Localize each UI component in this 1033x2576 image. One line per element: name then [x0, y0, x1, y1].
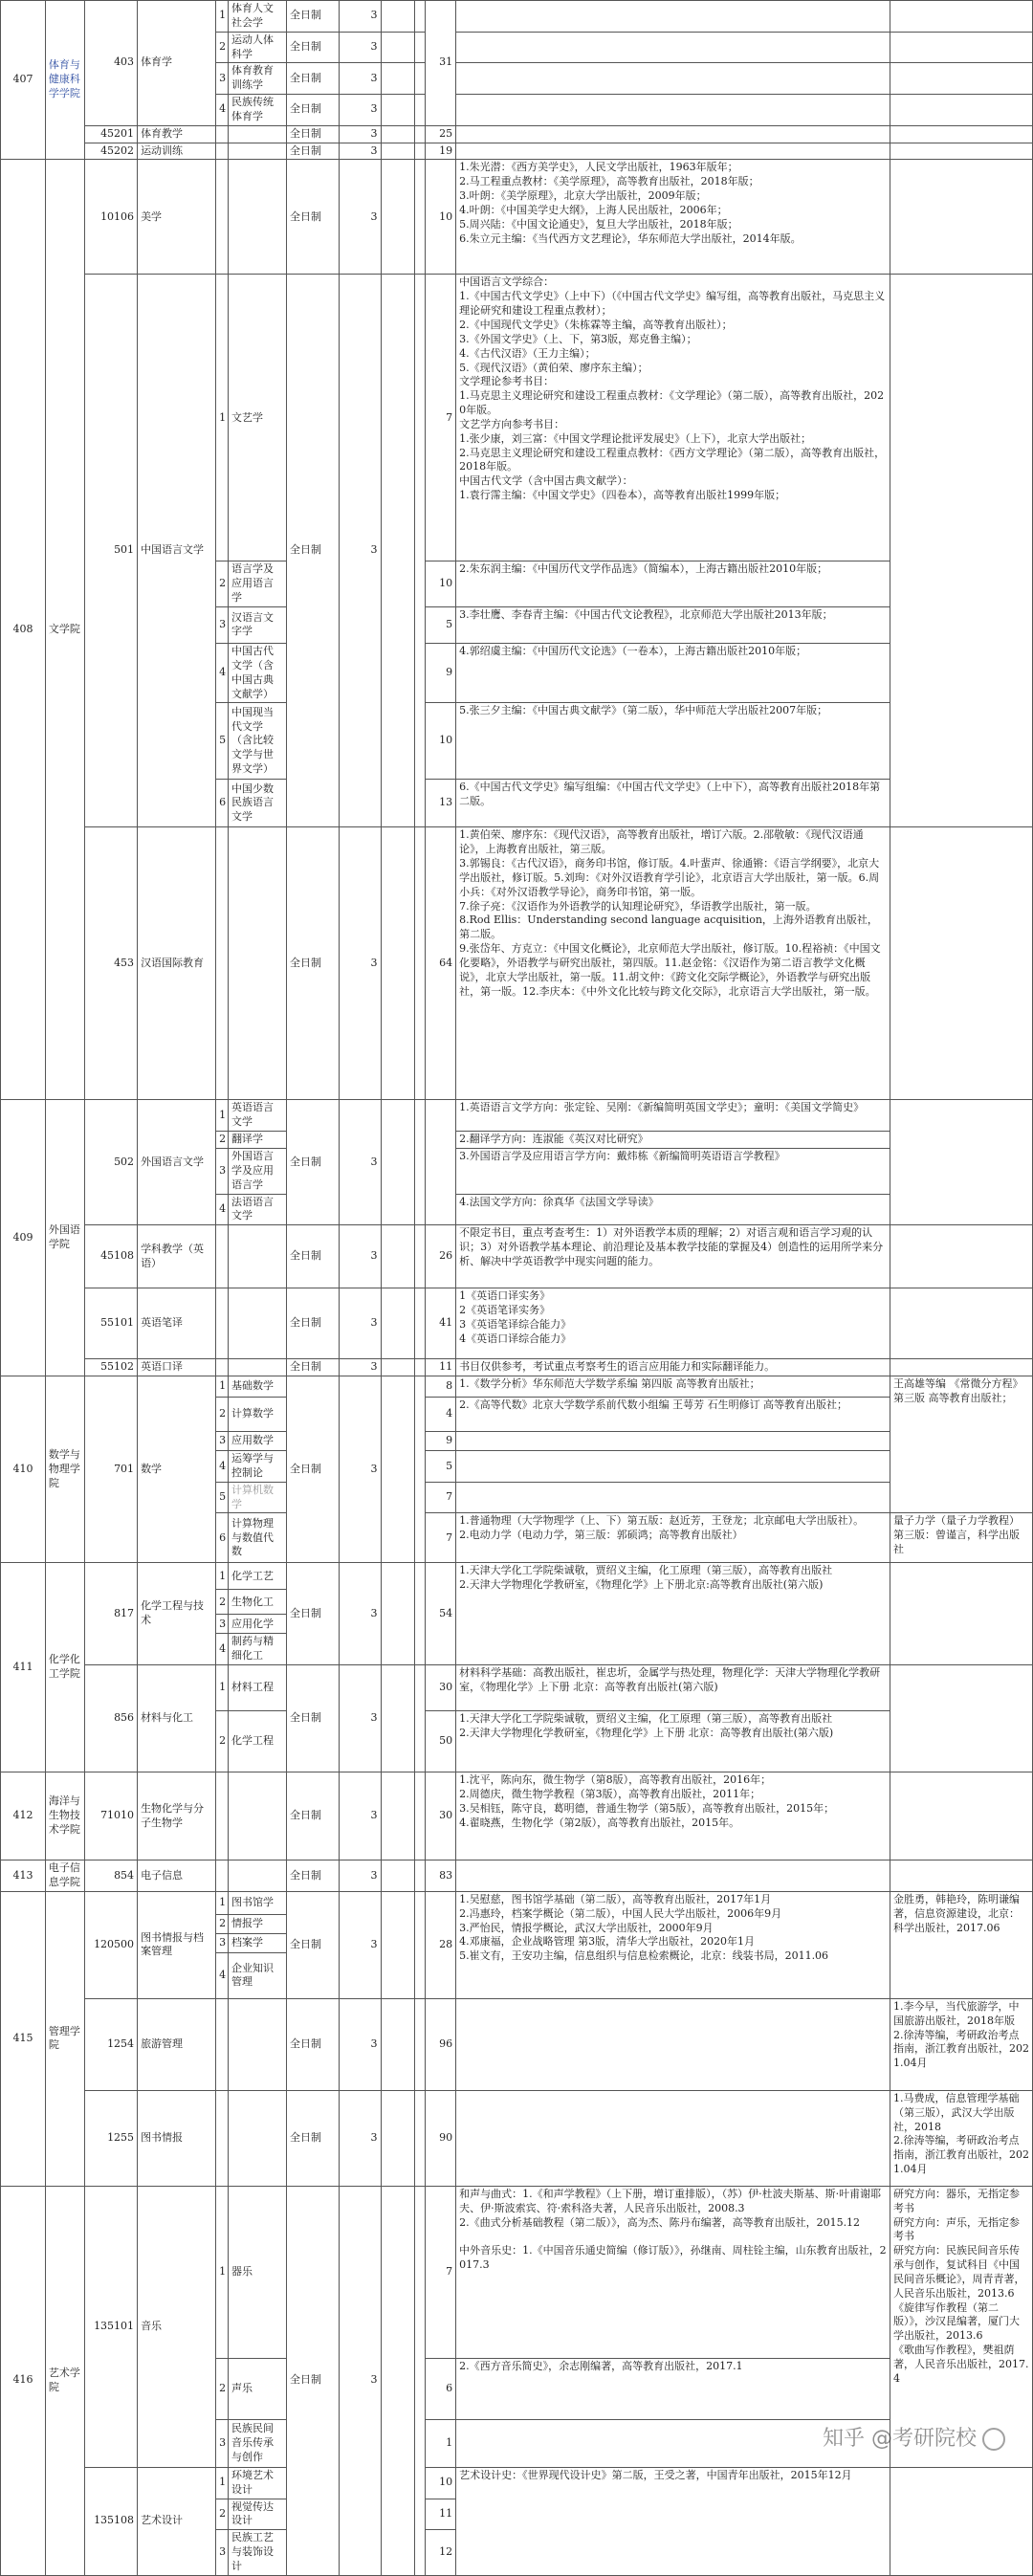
direction-name: 中国古代文学（含中国古典文献学） — [229, 643, 287, 702]
quota: 5 — [426, 1451, 456, 1483]
study-mode: 全日制 — [287, 2090, 340, 2186]
college-code: 409 — [1, 1100, 46, 1376]
reference-books: 1.沈平，陈向东，微生物学（第8版），高等教育出版社，2016年； 2.周德庆，微生物学教程（第3版），高等教育出版社，2011年； 3.吴相钰，陈守良，葛明德，普通生物学（第5版），高等教育出版社，2015年； 4.翟晓燕，生物化学（第2版），高等教育出版社，2015年。 — [456, 1772, 890, 1860]
quota: 5 — [426, 606, 456, 643]
major-code: 71010 — [84, 1772, 137, 1860]
study-mode: 全日制 — [287, 1225, 340, 1288]
major-name: 艺术设计 — [138, 2467, 216, 2575]
major-code: 135101 — [84, 2186, 137, 2467]
quota: 11 — [426, 1359, 456, 1376]
study-years: 3 — [340, 1288, 381, 1359]
major-name: 体育教学 — [138, 125, 216, 143]
reference-books: 4.郭绍虞主编：《中国历代文论选》（一卷本），上海古籍出版社2010年版； — [456, 643, 890, 702]
major-name: 汉语国际教育 — [138, 827, 216, 1100]
quota: 13 — [426, 780, 456, 827]
study-years: 3 — [340, 275, 381, 827]
direction-no: 3 — [216, 1432, 229, 1451]
study-years: 3 — [340, 1891, 381, 1998]
reference-books: 2.翻译学方向：连淑能《英汉对比研究》 — [456, 1132, 890, 1149]
zhihu-logo-icon — [982, 2428, 1005, 2451]
direction-name: 中国少数民族语言文学 — [229, 780, 287, 827]
study-years: 3 — [340, 1998, 381, 2090]
direction-name: 汉语言文字学 — [229, 606, 287, 643]
direction-no: 1 — [216, 2467, 229, 2499]
direction-name: 语言学及应用语言学 — [229, 561, 287, 607]
reference-books: 2.《高等代数》北京大学数学系前代数小组编 王萼芳 石生明修订 高等教育出版社； — [456, 1398, 890, 1432]
reference-books: 1.普通物理（大学物理学（上、下）第五版：赵近芳，王登龙；北京邮电大学出版社）。 2.电动力学（电动力学，第三版：郭硕鸿；高等教育出版社） — [456, 1513, 890, 1563]
quota: 41 — [426, 1288, 456, 1359]
major-name: 运动训练 — [138, 143, 216, 160]
direction-name: 计算物理与数值代数 — [229, 1513, 287, 1563]
quota: 9 — [426, 643, 456, 702]
college-code: 415 — [1, 1891, 46, 2186]
quota: 12 — [426, 2530, 456, 2576]
reference-books: 艺术设计史：《世界现代设计史》第二版，王受之著，中国青年出版社，2015年12月 — [456, 2467, 890, 2575]
direction-no: 3 — [216, 1933, 229, 1952]
direction-no: 1 — [216, 1376, 229, 1398]
direction-name: 环境艺术设计 — [229, 2467, 287, 2499]
quota: 90 — [426, 2090, 456, 2186]
study-years: 3 — [340, 1, 381, 33]
reference-books: 3.李壮鹰、李春青主编：《中国古代文论教程》，北京师范大学出版社2013年版； — [456, 606, 890, 643]
direction-no: 4 — [216, 1194, 229, 1225]
study-mode: 全日制 — [287, 1100, 340, 1225]
direction-no: 2 — [216, 1132, 229, 1149]
college-name: 管理学院 — [45, 1891, 84, 2186]
direction-name: 运筹学与控制论 — [229, 1451, 287, 1483]
direction-name: 企业知识管理 — [229, 1952, 287, 1998]
college-code: 412 — [1, 1772, 46, 1860]
reference-books — [456, 1, 890, 33]
direction-no: 1 — [216, 1665, 229, 1711]
direction-no: 2 — [216, 1398, 229, 1432]
study-years: 3 — [340, 1376, 381, 1563]
direction-no: 2 — [216, 1914, 229, 1933]
reference-books: 2.《西方音乐简史》，余志刚编著，高等教育出版社，2017.1 — [456, 2358, 890, 2419]
major-name: 外国语言文学 — [138, 1100, 216, 1225]
reference-books: 6.《中国古代文学史》编写组编：《中国古代文学史》（上中下），高等教育出版社2018年第二版。 — [456, 780, 890, 827]
study-mode: 全日制 — [287, 143, 340, 160]
quota: 31 — [426, 1, 456, 126]
major-code: 502 — [84, 1100, 137, 1225]
major-code: 10106 — [84, 160, 137, 275]
direction-name: 应用化学 — [229, 1615, 287, 1634]
direction-no: 2 — [216, 32, 229, 63]
direction-name: 情报学 — [229, 1914, 287, 1933]
direction-name: 翻译学 — [229, 1132, 287, 1149]
study-years: 3 — [340, 1359, 381, 1376]
quota: 83 — [426, 1860, 456, 1892]
extra-books: 研究方向：器乐，无指定参考书 研究方向：声乐，无指定参考书 研究方向：民族民间音乐传承与创作，复试科目《中国民间音乐概论》，周青青著，人民音乐出版社，2013.6 《旋律写作教程（第二版）》，沙汉昆编著，厦门大学出版社，2013.6 《歌曲写作教程》，樊祖荫著，人民音乐出版社，2017.4 — [890, 2186, 1032, 2467]
extra-books: 金胜勇，韩艳玲，陈明谦编著，信息资源建设，北京：科学出版社，2017.06 — [890, 1891, 1032, 1998]
direction-no: 5 — [216, 703, 229, 780]
direction-no: 2 — [216, 561, 229, 607]
direction-no: 4 — [216, 1952, 229, 1998]
college-name: 文学院 — [45, 160, 84, 1100]
college-code: 413 — [1, 1860, 46, 1892]
direction-name: 运动人体科学 — [229, 32, 287, 63]
study-years: 3 — [340, 2090, 381, 2186]
direction-no: 1 — [216, 1100, 229, 1132]
direction-no: 6 — [216, 1513, 229, 1563]
study-mode: 全日制 — [287, 827, 340, 1100]
watermark-text: 知乎 @考研院校 — [823, 2427, 977, 2451]
direction-no: 4 — [216, 1634, 229, 1665]
major-name: 体育学 — [138, 1, 216, 126]
college-name: 海洋与生物技术学院 — [45, 1772, 84, 1860]
reference-books: 1.英语语言文学方向：张定铨、吴刚：《新编简明英国文学史》；童明：《美国文学简史》 — [456, 1100, 890, 1132]
direction-name: 计算机数学 — [229, 1482, 287, 1513]
direction-name: 制药与精细化工 — [229, 1634, 287, 1665]
direction-no: 3 — [216, 606, 229, 643]
study-years: 3 — [340, 827, 381, 1100]
direction-no: 1 — [216, 2186, 229, 2358]
college-name: 外国语学院 — [45, 1100, 84, 1376]
quota: 6 — [426, 2358, 456, 2419]
quota: 7 — [426, 275, 456, 561]
major-code: 55101 — [84, 1288, 137, 1359]
direction-name: 基础数学 — [229, 1376, 287, 1398]
college-name: 电子信息学院 — [45, 1860, 84, 1892]
major-code: 856 — [84, 1665, 137, 1772]
college-name: 艺术学院 — [45, 2186, 84, 2575]
college-code: 416 — [1, 2186, 46, 2575]
quota: 7 — [426, 2186, 456, 2358]
study-mode: 全日制 — [287, 1891, 340, 1998]
direction-no: 1 — [216, 275, 229, 561]
study-years: 3 — [340, 1665, 381, 1772]
extra-books — [890, 1, 1032, 33]
college-name: 化学化工学院 — [45, 1563, 84, 1772]
direction-name: 法语语言文学 — [229, 1194, 287, 1225]
major-code: 403 — [84, 1, 137, 126]
study-mode: 全日制 — [287, 1359, 340, 1376]
quota: 11 — [426, 2499, 456, 2530]
study-mode: 全日制 — [287, 63, 340, 95]
study-mode: 全日制 — [287, 275, 340, 827]
quota: 7 — [426, 1513, 456, 1563]
reference-books: 1.天津大学化工学院柴诚敬，贾绍义主编，化工原理（第三版），高等教育出版社 2.天津大学物理化学教研室，《物理化学》上下册北京:高等教育出版社(第六版) — [456, 1563, 890, 1665]
quota: 26 — [426, 1225, 456, 1288]
major-name: 生物化学与分子生物学 — [138, 1772, 216, 1860]
direction-no: 2 — [216, 1711, 229, 1772]
study-mode: 全日制 — [287, 1376, 340, 1563]
major-code: 120500 — [84, 1891, 137, 1998]
direction-name: 应用数学 — [229, 1432, 287, 1451]
reference-books: 书目仅供参考，考试重点考察考生的语言应用能力和实际翻译能力。 — [456, 1359, 890, 1376]
study-years: 3 — [340, 95, 381, 126]
reference-books: 1.黄伯荣、廖序东：《现代汉语》，高等教育出版社，增订六版。2.邵敬敏：《现代汉语通论》，上海教育出版社，第三版。 3.郭锡良：《古代汉语》，商务印书馆，修订版。4.叶蜚声、徐通锵：《语言学纲要》，北京大学出版社，修订版。5.刘珣：《对外汉语教育学引论》，北京语言大学出版社，第一版。6.周小兵：《对外汉语教学导论》，商务印书馆，第一版。 7.徐子亮：《汉语作为外语教学的认知理论研究》，华语教学出版社，第一版。 8.Rod Ellis：Understanding second language acquisition，上海外语教育出版社，第二版。 9.张岱年、方克立：《中国文化概论》，北京师范大学出版社，修订版。10.程裕祯：《中国文化要略》，外语教学与研究出版社，第四版。11.赵金铭：《汉语作为第二语言教学文化概说》，北京大学出版社，第一版。11.胡文仲：《跨文化交际学概论》，外语教学与研究出版社，第一版。12.李庆本：《中外文化比较与跨文化交际》，北京语言大学出版社，第一版。 — [456, 827, 890, 1100]
major-name: 材料与化工 — [138, 1665, 216, 1772]
study-mode: 全日制 — [287, 1665, 340, 1772]
study-mode: 全日制 — [287, 125, 340, 143]
study-mode: 全日制 — [287, 1998, 340, 2090]
reference-books: 1.天津大学化工学院柴诚敬，贾绍义主编，化工原理（第三版），高等教育出版社 2.天津大学物理化学教研室，《物理化学》上下册 北京：高等教育出版社(第六版) — [456, 1711, 890, 1772]
major-name: 音乐 — [138, 2186, 216, 2467]
study-mode: 全日制 — [287, 1, 340, 33]
direction-no: 3 — [216, 2530, 229, 2576]
quota: 19 — [426, 143, 456, 160]
major-code: 854 — [84, 1860, 137, 1892]
extra-books: 1.马费成，信息管理学基础（第三版），武汉大学出版社，2018 2.徐涛等编，考研政治考点指南，浙江教育出版社，2021.04月 — [890, 2090, 1032, 2186]
major-name: 美学 — [138, 160, 216, 275]
quota: 10 — [426, 2467, 456, 2499]
reference-books: 1.朱光潜：《西方美学史》，人民文学出版社，1963年版年； 2.马工程重点教材：《美学原理》，高等教育出版社，2018年版； 3.叶朗：《美学原理》，北京大学出版社，2009年版； 4.叶朗：《中国美学史大纲》，上海人民出版社，2006年； 5.周兴陆：《中国文论通史》，复旦大学出版社，2018年版； 6.朱立元主编：《当代西方文艺理论》，华东师范大学出版社，2014年版。 — [456, 160, 890, 275]
study-years: 3 — [340, 160, 381, 275]
direction-name: 文艺学 — [229, 275, 287, 561]
study-years: 3 — [340, 1563, 381, 1665]
major-name: 英语笔译 — [138, 1288, 216, 1359]
direction-no: 6 — [216, 780, 229, 827]
reference-books: 1.吴慰慈，图书馆学基础（第二版），高等教育出版社，2017年1月 2.冯惠玲，档案学概论（第二版），中国人民大学出版社，2006年9月 3.严怡民，情报学概论，武汉大学出版社，2000年9月 4.邓康福，企业战略管理 第3版，清华大学出版社，2020年1月 5.崔文有，王安功主编，信息组织与信息检索概论，北京：线装书局，2011.06 — [456, 1891, 890, 1998]
major-code: 1255 — [84, 2090, 137, 2186]
direction-no: 1 — [216, 1563, 229, 1590]
college-code: 411 — [1, 1563, 46, 1772]
direction-name: 生物化工 — [229, 1590, 287, 1615]
major-code: 135108 — [84, 2467, 137, 2575]
reference-books: 和声与曲式：1.《和声学教程》（上下册，增订重排版），（苏）伊·杜波夫斯基、斯·叶甫谢耶夫、伊·斯波索宾、符·索科洛夫著，人民音乐出版社，2008.3 2.《曲式分析基础教程（第二版）》，高为杰、陈丹布编著，高等教育出版社，2015.12 中外音乐史：1.《中国音乐通史简编（修订版）》，孙继南、周柱铨主编，山东教育出版社，2017.3 — [456, 2186, 890, 2358]
direction-no: 1 — [216, 1, 229, 33]
quota: 10 — [426, 160, 456, 275]
direction-no: 1 — [216, 1891, 229, 1914]
reference-books: 材料科学基础：高教出版社，崔忠圻，金属学与热处理，物理化学：天津大学物理化学教研室，《物理化学》上下册 北京：高等教育出版社(第六版) — [456, 1665, 890, 1711]
direction-name: 化学工程 — [229, 1711, 287, 1772]
quota: 8 — [426, 1376, 456, 1398]
study-years: 3 — [340, 1772, 381, 1860]
college-name: 体育与健康科学学院 — [45, 1, 84, 160]
study-years: 3 — [340, 143, 381, 160]
quota: 50 — [426, 1711, 456, 1772]
reference-books: 4.法国文学方向：徐真华《法国文学导读》 — [456, 1194, 890, 1225]
study-mode: 全日制 — [287, 1772, 340, 1860]
study-mode: 全日制 — [287, 1860, 340, 1892]
major-code: 453 — [84, 827, 137, 1100]
major-code: 701 — [84, 1376, 137, 1563]
major-name: 中国语言文学 — [138, 275, 216, 827]
college-code: 410 — [1, 1376, 46, 1563]
major-name: 学科教学（英语） — [138, 1225, 216, 1288]
study-mode: 全日制 — [287, 32, 340, 63]
college-name: 数学与物理学院 — [45, 1376, 84, 1563]
major-code: 45108 — [84, 1225, 137, 1288]
study-years: 3 — [340, 32, 381, 63]
direction-no: 2 — [216, 1590, 229, 1615]
direction-no: 4 — [216, 95, 229, 126]
quota: 4 — [426, 1398, 456, 1432]
quota: 30 — [426, 1665, 456, 1711]
study-mode: 全日制 — [287, 1563, 340, 1665]
major-code: 45201 — [84, 125, 137, 143]
direction-name: 材料工程 — [229, 1665, 287, 1711]
direction-name: 档案学 — [229, 1933, 287, 1952]
direction-name: 图书馆学 — [229, 1891, 287, 1914]
major-name: 英语口译 — [138, 1359, 216, 1376]
major-code: 45202 — [84, 143, 137, 160]
direction-name: 英语语言文学 — [229, 1100, 287, 1132]
quota: 96 — [426, 1998, 456, 2090]
reference-books: 中国语言文学综合： 1.《中国古代文学史》（上中下）（《中国古代文学史》编写组，高等教育出版社，马克思主义理论研究和建设工程重点教材）； 2.《中国现代文学史》（朱栋霖等主编，高等教育出版社）； 3.《外国文学史》（上、下，第3版，郑克鲁主编）； 4.《古代汉语》（王力主编）； 5.《现代汉语》（黄伯荣、廖序东主编）； 文学理论参考书目： 1.马克思主义理论研究和建设工程重点教材：《文学理论》（第二版），高等教育出版社，2020年版。 文艺学方向参考书目： 1.张少康，刘三富：《中国文学理论批评发展史》（上下），北京大学出版社； 2.马克思主义理论研究和建设工程重点教材：《西方文学理论》（第二版），高等教育出版社，2018年版。 中国古代文学（含中国古典文献学）： 1.袁行霈主编：《中国文学史》（四卷本），高等教育出版社1999年版； — [456, 275, 890, 561]
extra-books: 王高雄等编 《常微分方程》第三版 高等教育出版社； — [890, 1376, 1032, 1513]
direction-name: 中国现当代文学（含比较文学与世界文学） — [229, 703, 287, 780]
direction-no: 2 — [216, 2358, 229, 2419]
direction-name: 体育教育训练学 — [229, 63, 287, 95]
direction-name: 民族传统体育学 — [229, 95, 287, 126]
quota: 28 — [426, 1891, 456, 1998]
study-mode: 全日制 — [287, 160, 340, 275]
major-name: 电子信息 — [138, 1860, 216, 1892]
study-mode: 全日制 — [287, 2186, 340, 2575]
direction-no: 4 — [216, 1451, 229, 1483]
watermark — [823, 2422, 1005, 2452]
direction-name: 计算数学 — [229, 1398, 287, 1432]
study-years: 3 — [340, 1100, 381, 1225]
major-code: 817 — [84, 1563, 137, 1665]
direction-no: 3 — [216, 1149, 229, 1195]
major-code: 55102 — [84, 1359, 137, 1376]
major-name: 数学 — [138, 1376, 216, 1563]
reference-books: 1.《数学分析》华东师范大学数学系编 第四版 高等教育出版社； — [456, 1376, 890, 1398]
study-years: 3 — [340, 1225, 381, 1288]
direction-name: 声乐 — [229, 2358, 287, 2419]
reference-books: 3.外国语言学及应用语言学方向：戴炜栋《新编简明英语语言学教程》 — [456, 1149, 890, 1195]
quota: 25 — [426, 125, 456, 143]
study-mode: 全日制 — [287, 1288, 340, 1359]
reference-books: 1《英语口译实务》 2《英语笔译实务》 3《英语笔译综合能力》 4《英语口译综合能力》 — [456, 1288, 890, 1359]
direction-no: 3 — [216, 63, 229, 95]
major-code: 1254 — [84, 1998, 137, 2090]
quota: 10 — [426, 703, 456, 780]
direction-name: 体育人文社会学 — [229, 1, 287, 33]
quota: 54 — [426, 1563, 456, 1665]
quota: 7 — [426, 1482, 456, 1513]
direction-no: 4 — [216, 643, 229, 702]
college-code: 408 — [1, 160, 46, 1100]
study-years: 3 — [340, 1860, 381, 1892]
direction-no: 3 — [216, 2419, 229, 2467]
study-mode: 全日制 — [287, 95, 340, 126]
reference-books: 5.张三夕主编：《中国古典文献学》（第二版），华中师范大学出版社2007年版； — [456, 703, 890, 780]
major-code: 501 — [84, 275, 137, 827]
direction-name: 民族民间音乐传承与创作 — [229, 2419, 287, 2467]
major-name: 旅游管理 — [138, 1998, 216, 2090]
major-name: 图书情报与档案管理 — [138, 1891, 216, 1998]
direction-no: 2 — [216, 2499, 229, 2530]
quota: 30 — [426, 1772, 456, 1860]
major-name: 化学工程与技术 — [138, 1563, 216, 1665]
study-years: 3 — [340, 125, 381, 143]
direction-name: 化学工艺 — [229, 1563, 287, 1590]
reference-books: 2.朱东润主编：《中国历代文学作品选》（简编本），上海古籍出版社2010年版； — [456, 561, 890, 607]
quota: 1 — [426, 2419, 456, 2467]
study-years: 3 — [340, 63, 381, 95]
direction-no: 5 — [216, 1482, 229, 1513]
direction-no: 3 — [216, 1615, 229, 1634]
quota: 9 — [426, 1432, 456, 1451]
extra-books: 量子力学（量子力学教程）第三版：曾谨言，科学出版社 — [890, 1513, 1032, 1563]
extra-books: 1.李今早，当代旅游学，中国旅游出版社，2018年版 2.徐涛等编，考研政治考点指南，浙江教育出版社，2021.04月 — [890, 1998, 1032, 2090]
direction-name: 器乐 — [229, 2186, 287, 2358]
major-name: 图书情报 — [138, 2090, 216, 2186]
direction-name: 外国语言学及应用语言学 — [229, 1149, 287, 1195]
study-years: 3 — [340, 2186, 381, 2575]
reference-books: 不限定书目，重点考查考生：1）对外语教学本质的理解；2）对语言观和语言学习观的认识；3）对外语教学基本理论、前沿理论及基本教学技能的掌握及4）创造性的运用所学来分析、解决中学英语教学中现实问题的能力。 — [456, 1225, 890, 1288]
quota: 64 — [426, 827, 456, 1100]
direction-name: 视觉传达设计 — [229, 2499, 287, 2530]
college-code: 407 — [1, 1, 46, 160]
direction-name: 民族工艺与装饰设计 — [229, 2530, 287, 2576]
quota: 10 — [426, 561, 456, 607]
